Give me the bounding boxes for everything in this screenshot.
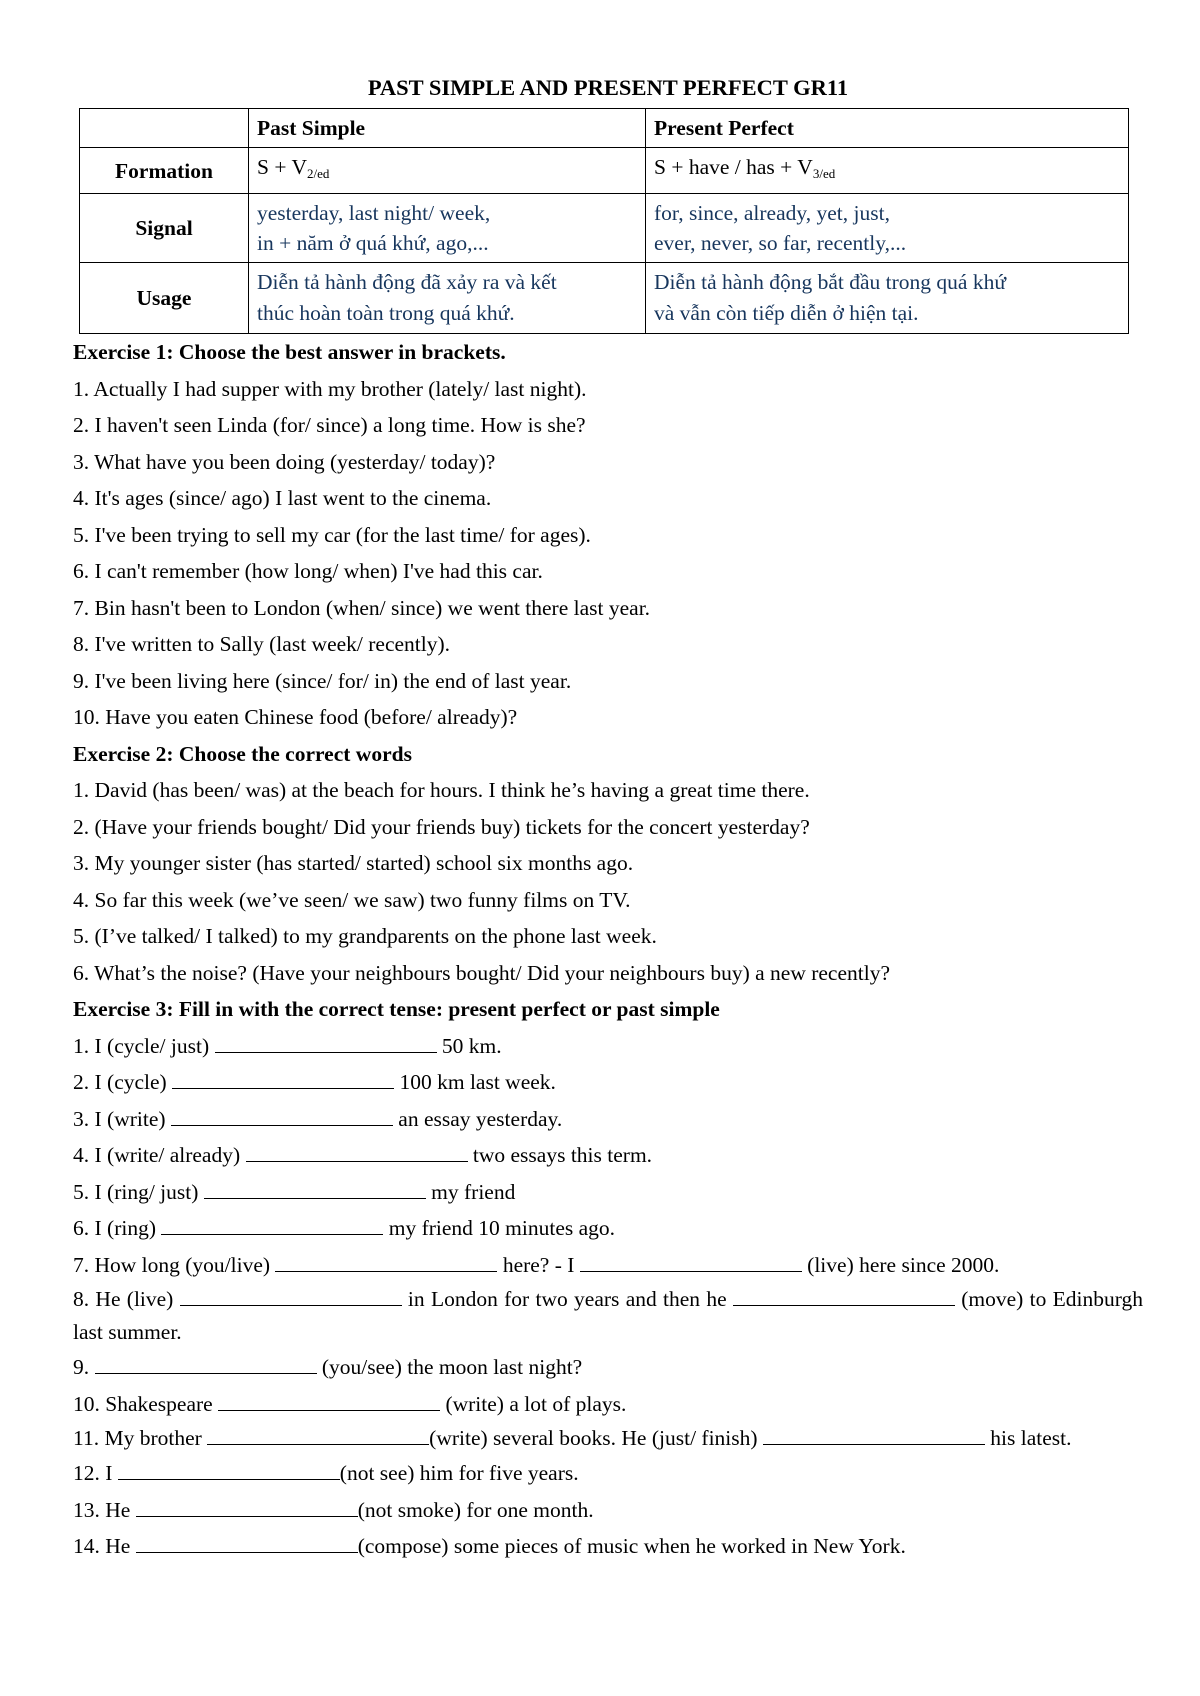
formation-present-perfect: S + have / has + $V_{3/ed}$ bbox=[646, 148, 1129, 194]
exercise3-heading: Exercise 3: Fill in with the correct tense: present perfect or past simple bbox=[73, 997, 720, 1021]
exercise2-item: 5. (I’ve talked/ I talked) to my grandparents on the phone last week. bbox=[73, 924, 657, 948]
answer-blank[interactable] bbox=[204, 1178, 426, 1199]
signal-row bbox=[80, 194, 1129, 263]
answer-blank[interactable] bbox=[172, 1068, 394, 1089]
answer-blank[interactable] bbox=[180, 1285, 402, 1306]
page-title: PAST SIMPLE AND PRESENT PERFECT GR11 bbox=[367, 75, 849, 100]
exercise1-item: 6. I can't remember (how long/ when) I've had this car. bbox=[73, 559, 543, 583]
answer-blank[interactable] bbox=[733, 1285, 955, 1306]
answer-blank[interactable] bbox=[215, 1032, 437, 1053]
answer-blank[interactable] bbox=[275, 1251, 497, 1272]
exercise2-item: 1. David (has been/ was) at the beach for hours. I think he’s having a great time there. bbox=[73, 778, 810, 802]
exercise1-item: 5. I've been trying to sell my car (for the last time/ for ages). bbox=[73, 522, 591, 547]
exercise3-item: 12. I (not see) him for five years. bbox=[73, 1461, 579, 1485]
answer-blank[interactable] bbox=[580, 1251, 802, 1272]
answer-blank[interactable] bbox=[136, 1532, 358, 1553]
exercise3-item: 13. He (not smoke) for one month. bbox=[73, 1497, 594, 1522]
answer-blank[interactable] bbox=[171, 1105, 393, 1126]
exercise3-item: 14. He (compose) some pieces of music when he worked in New York. bbox=[73, 1534, 906, 1558]
usage-label: Usage bbox=[80, 263, 249, 334]
exercise1-item: 1. Actually I had supper with my brother (lately/ last night). bbox=[73, 376, 587, 401]
exercise3-item: 11. My brother (write) several books. He (just/ finish) his latest. bbox=[73, 1426, 1072, 1450]
exercise3-item: 7. How long (you/live) here? - I (live) here since 2000. bbox=[73, 1252, 1000, 1277]
answer-blank[interactable] bbox=[95, 1353, 317, 1374]
table-header-row bbox=[80, 109, 1129, 148]
exercise3-item: 3. I (write) an essay yesterday. bbox=[73, 1106, 563, 1131]
exercise1-item: 7. Bin hasn't been to London (when/ since) we went there last year. bbox=[73, 595, 651, 620]
exercise1-item: 2. I haven't seen Linda (for/ since) a long time. How is she? bbox=[73, 413, 586, 437]
exercise3-item: 9. (you/see) the moon last night? bbox=[73, 1355, 583, 1379]
answer-blank[interactable] bbox=[218, 1390, 440, 1411]
exercise3-item: 10. Shakespeare (write) a lot of plays. bbox=[73, 1391, 627, 1416]
usage-present-perfect: Diễn tả hành động bắt đầu trong quá khứ và vẫn còn tiếp diễn ở hiện tại. bbox=[646, 263, 1129, 334]
formation-label: Formation bbox=[80, 148, 249, 194]
usage-past-simple: Diễn tả hành động đã xảy ra và kết thúc hoàn toàn trong quá khứ. bbox=[249, 263, 646, 334]
exercise3-item: 1. I (cycle/ just) 50 km. bbox=[73, 1033, 502, 1058]
header-past-simple: Past Simple bbox=[249, 109, 646, 148]
exercise2-item: 3. My younger sister (has started/ started) school six months ago. bbox=[73, 851, 634, 875]
signal-past-simple: yesterday, last night/ week, in + năm ở quá khứ, ago,... bbox=[249, 194, 646, 263]
grammar-table bbox=[79, 108, 1129, 334]
answer-blank[interactable] bbox=[763, 1424, 985, 1445]
answer-blank[interactable] bbox=[161, 1214, 383, 1235]
formation-row bbox=[80, 148, 1129, 194]
exercise1-heading: Exercise 1: Choose the best answer in brackets. bbox=[73, 340, 506, 364]
exercise1-item: 4. It's ages (since/ ago) I last went to the cinema. bbox=[73, 486, 492, 510]
answer-blank[interactable] bbox=[136, 1496, 358, 1517]
table-corner-cell bbox=[80, 109, 249, 148]
exercise2-item: 6. What’s the noise? (Have your neighbours bought/ Did your neighbours buy) a new recently? bbox=[73, 960, 890, 985]
exercise2-heading: Exercise 2: Choose the correct words bbox=[73, 741, 412, 766]
exercise2-item: 2. (Have your friends bought/ Did your friends buy) tickets for the concert yesterday? bbox=[73, 814, 810, 839]
exercise3-item: 5. I (ring/ just) my friend bbox=[73, 1179, 516, 1204]
exercise3-item: 6. I (ring) my friend 10 minutes ago. bbox=[73, 1216, 616, 1240]
exercise3-item: 4. I (write/ already) two essays this term. bbox=[73, 1143, 653, 1167]
exercise1-item: 10. Have you eaten Chinese food (before/ already)? bbox=[73, 705, 518, 729]
usage-row bbox=[80, 263, 1129, 334]
exercise1-item: 9. I've been living here (since/ for/ in) the end of last year. bbox=[73, 668, 572, 693]
formation-past-simple: $S + V_{2/ed}$ bbox=[249, 148, 646, 194]
exercise1-item: 8. I've written to Sally (last week/ recently). bbox=[73, 632, 451, 656]
header-present-perfect: Present Perfect bbox=[646, 109, 1129, 148]
exercise2-item: 4. So far this week (we’ve seen/ we saw) two funny films on TV. bbox=[73, 887, 631, 912]
exercise1-item: 3. What have you been doing (yesterday/ today)? bbox=[73, 449, 496, 474]
answer-blank[interactable] bbox=[207, 1424, 429, 1445]
exercise3-item: 8. He (live) in London for two years and then he (move) to Edinburgh last summer. bbox=[73, 1287, 1144, 1344]
signal-present-perfect: for, since, already, yet, just, ever, never, so far, recently,... bbox=[646, 194, 1129, 263]
worksheet-page bbox=[73, 74, 1143, 1565]
signal-label: Signal bbox=[80, 194, 249, 263]
answer-blank[interactable] bbox=[118, 1459, 340, 1480]
answer-blank[interactable] bbox=[246, 1141, 468, 1162]
exercise3-item: 2. I (cycle) 100 km last week. bbox=[73, 1070, 556, 1094]
